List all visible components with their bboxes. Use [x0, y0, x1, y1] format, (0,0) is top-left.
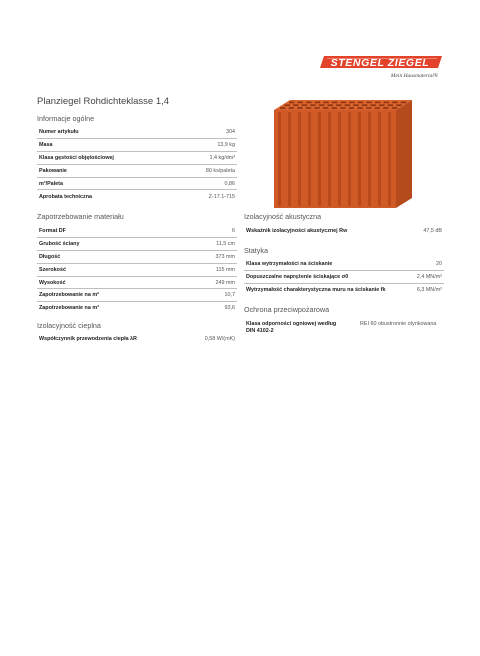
brick-rib [358, 112, 361, 206]
brick-hole [375, 107, 380, 109]
spec-value: 304 [179, 126, 237, 139]
brick-hole [293, 104, 298, 106]
brick-hole [353, 104, 358, 106]
brick-hole [366, 102, 371, 104]
brick-hole [349, 102, 354, 104]
spec-label: Masa [37, 139, 179, 152]
brick-rib [278, 112, 281, 206]
brick-rib [288, 112, 291, 206]
spec-label: Klasa gęstości objętościowej [37, 152, 179, 165]
brick-rib [388, 112, 391, 206]
spec-value: 13,9 kg [179, 139, 237, 152]
spec-label: Współczynnik przewodzenia ciepła λR [39, 336, 137, 343]
brick-hole [371, 104, 376, 106]
brick-rib [368, 112, 371, 206]
stengel-ziegel-logo [318, 53, 442, 81]
brick-hole [319, 104, 324, 106]
brick-hole [384, 102, 389, 104]
brick-hole [297, 107, 302, 109]
brick-hole [323, 107, 328, 109]
brick-hole [285, 104, 290, 106]
spec-row [37, 190, 237, 203]
spec-value: 115 mm [185, 263, 237, 276]
brick-hole [366, 107, 371, 109]
brick-hole [345, 104, 350, 106]
acoustic-heading: Izolacyjność akustyczna [244, 212, 322, 221]
fire-resistance-value: REI 60 obustronnie otynkowana [360, 321, 437, 327]
spec-value: 10,7 [185, 289, 237, 302]
brick-rib [328, 112, 331, 206]
brick-hole [298, 102, 303, 104]
brick-rib [338, 112, 341, 206]
thermal-heading: Izolacyjność cieplna [37, 321, 101, 330]
brick-hole [289, 102, 294, 104]
brick-rib [308, 112, 311, 206]
spec-row [37, 263, 237, 276]
spec-label: m³/Paleta [37, 177, 179, 190]
spec-value: 11,5 cm [185, 238, 237, 251]
brick-hole [357, 107, 362, 109]
spec-label: Wskaźnik izolacyjności akustycznej Rw [246, 228, 348, 235]
brick-hole [336, 104, 341, 106]
spec-label: Numer artykułu [37, 126, 179, 139]
spec-row [244, 258, 444, 271]
spec-row [37, 177, 237, 190]
spec-label: Grubość ściany [37, 238, 185, 251]
spec-value: 373 mm [185, 251, 237, 264]
spec-label: Zapotrzebowanie na m³ [39, 305, 99, 312]
spec-row [37, 333, 237, 346]
statics-table [244, 258, 444, 296]
spec-value: 93,6 [224, 305, 235, 312]
product-title: Planziegel Rohdichteklasse 1,4 [37, 96, 170, 107]
spec-label: Pakowanie [37, 164, 179, 177]
brick-hole [392, 102, 397, 104]
svg-text:Mein Hausmaterial®: Mein Hausmaterial® [390, 73, 438, 79]
brick-hole [302, 104, 307, 106]
spec-value: 80 ks/paleta [179, 164, 237, 177]
spec-value: 20 [412, 258, 444, 271]
brick-hole [362, 104, 367, 106]
spec-row [37, 139, 237, 152]
brick-hole [341, 102, 346, 104]
spec-label: Klasa wytrzymałości na ściskanie [244, 258, 412, 271]
brick-hole [328, 104, 333, 106]
spec-row [37, 152, 237, 165]
spec-label: Aprobata techniczna [39, 193, 93, 200]
spec-value: 0,58 W/(mK) [204, 336, 235, 343]
spec-value: 47,5 dB [423, 228, 442, 235]
brick-hole [314, 107, 319, 109]
spec-value: 6,3 MN/m² [416, 287, 442, 294]
spec-label: Szerokość [37, 263, 185, 276]
spec-value: 1,4 kg/dm³ [179, 152, 237, 165]
brick-hole [310, 104, 315, 106]
spec-row [37, 238, 237, 251]
brick-hole [358, 102, 363, 104]
brick-hole [379, 104, 384, 106]
brick-hole [306, 102, 311, 104]
brick-hole [332, 107, 337, 109]
material-table [37, 225, 237, 315]
material-heading: Zapotrzebowanie materiału [37, 212, 124, 221]
spec-label: Wytrzymałość charakterystyczna muru na ściskanie fk [246, 287, 386, 294]
spec-row [244, 271, 444, 284]
svg-text:STENGEL ZIEGEL: STENGEL ZIEGEL [330, 57, 430, 69]
general-info-table [37, 126, 237, 203]
brick-hole [375, 102, 380, 104]
spec-row [37, 276, 237, 289]
spec-row [37, 289, 237, 302]
brick-hole [280, 107, 285, 109]
spec-row [37, 251, 237, 264]
brick-hole [289, 107, 294, 109]
spec-value: Z-17.1-715 [208, 193, 235, 200]
brick-rib [298, 112, 301, 206]
thermal-table [37, 333, 237, 346]
spec-label: Zapotrzebowanie na m² [37, 289, 185, 302]
brick-image [272, 98, 414, 210]
brick-hole [306, 107, 311, 109]
spec-value: 2,4 MN/m² [412, 271, 444, 284]
spec-label: Wysokość [37, 276, 185, 289]
spec-row [37, 225, 237, 238]
brick-hole [392, 107, 397, 109]
brick-hole [383, 107, 388, 109]
spec-row [37, 302, 237, 315]
brick-rib [318, 112, 321, 206]
spec-label: Format DF [37, 225, 185, 238]
spec-value: 249 mm [185, 276, 237, 289]
brick-hole [323, 102, 328, 104]
brick-hole [401, 102, 406, 104]
brick-hole [332, 102, 337, 104]
spec-label: Dopuszczalne naprężenie ściskające σ0 [244, 271, 412, 284]
spec-value: 0,86 [179, 177, 237, 190]
spec-label: Długość [37, 251, 185, 264]
spec-value: 6 [185, 225, 237, 238]
brick-rib [348, 112, 351, 206]
brick-rib [378, 112, 381, 206]
fire-resistance-label: Klasa odporności ogniowej według DIN 4102-2 [246, 321, 337, 334]
brick-hole [396, 104, 401, 106]
spec-row [244, 284, 444, 297]
spec-row [37, 126, 237, 139]
acoustic-table [244, 225, 444, 238]
brick-hole [349, 107, 354, 109]
spec-row [244, 225, 444, 238]
brick-hole [388, 104, 393, 106]
brick-hole [315, 102, 320, 104]
statics-heading: Statyka [244, 246, 268, 255]
spec-row [37, 164, 237, 177]
brick-hole [340, 107, 345, 109]
fire-heading: Ochrona przeciwpożarowa [244, 305, 330, 314]
general-info-heading: Informacje ogólne [37, 114, 95, 123]
